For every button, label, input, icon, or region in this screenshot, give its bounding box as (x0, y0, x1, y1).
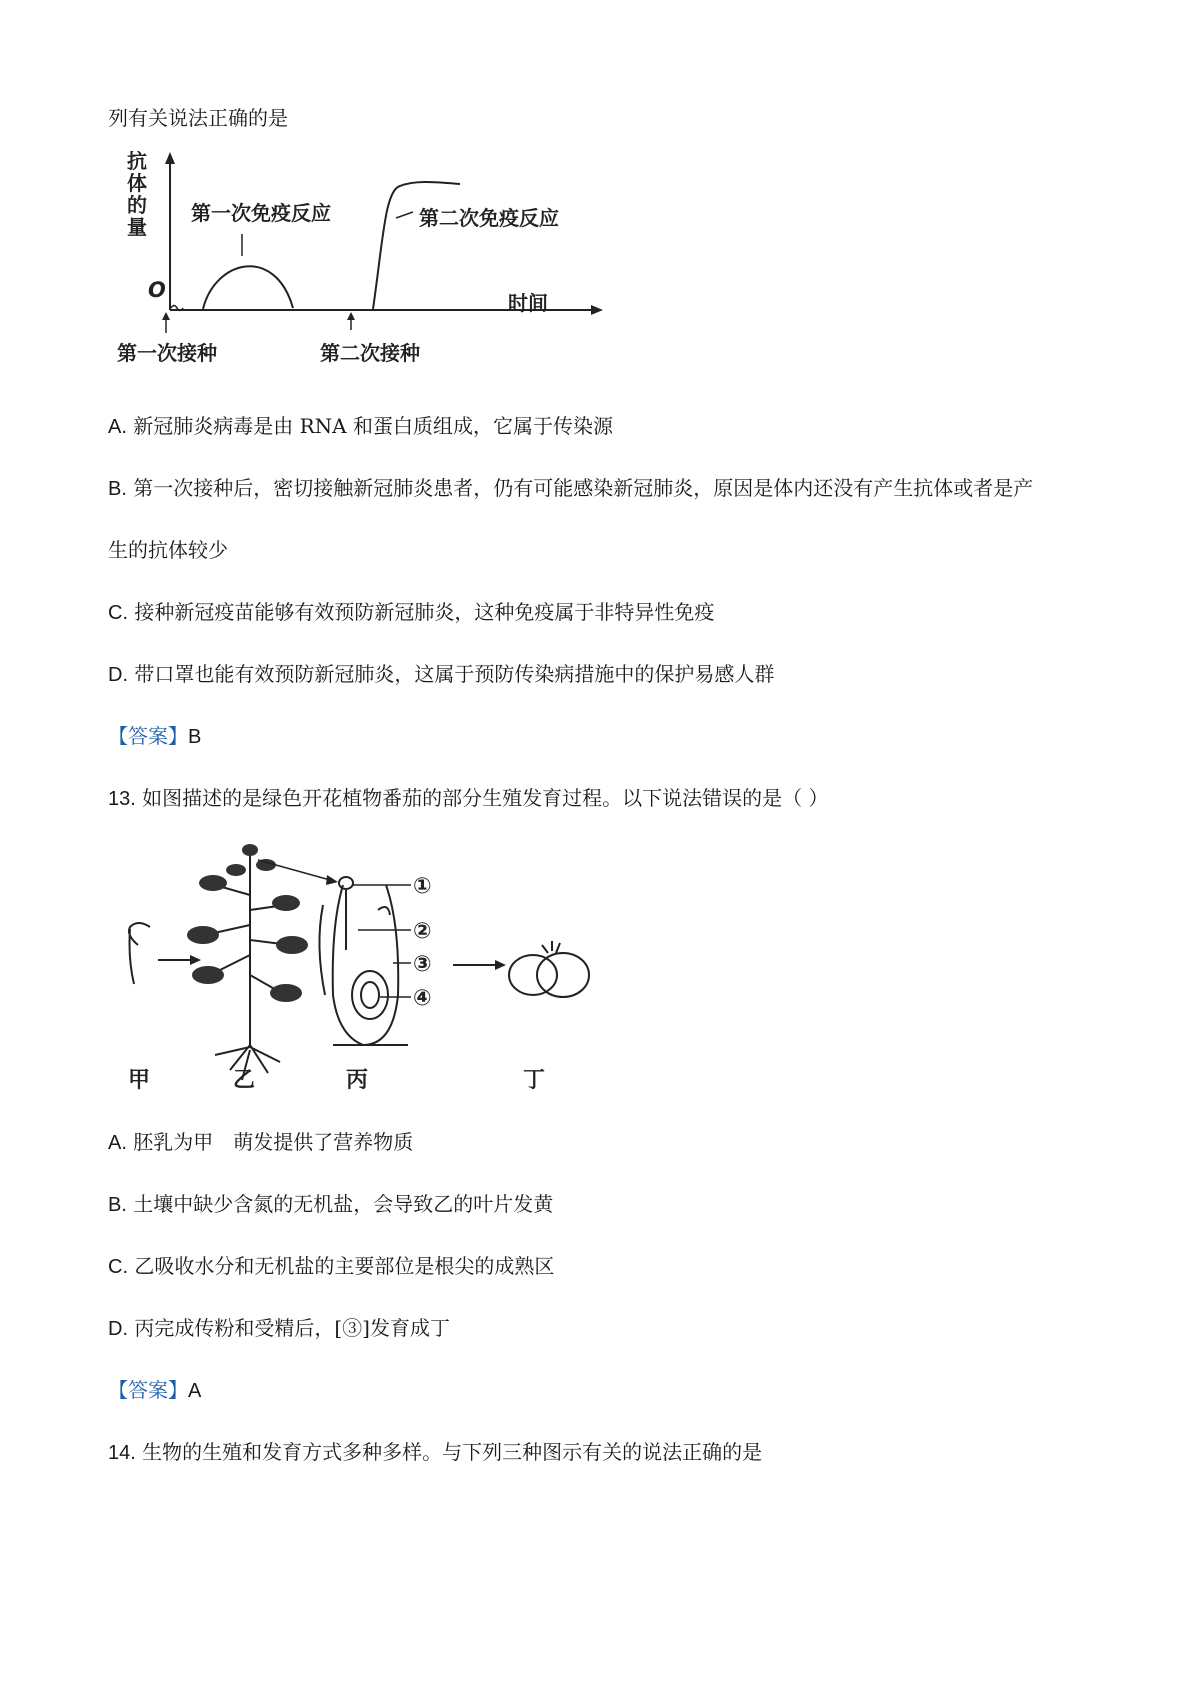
option-text: 新冠肺炎病毒是由 RNA 和蛋白质组成，它属于传染源 (133, 414, 613, 438)
option-letter: B. (108, 1194, 127, 1216)
q13-stem (108, 784, 829, 813)
x-axis-label: 时间 (508, 291, 548, 315)
tomato-fruits (509, 941, 589, 997)
option-letter: A. (108, 1132, 127, 1154)
label-yi: 乙 (233, 1068, 256, 1093)
q12-option-a (108, 412, 613, 441)
marker-2: ② (413, 919, 432, 944)
q13-option-b (108, 1190, 553, 1219)
option-letter: C. (108, 602, 128, 624)
antibody-response-figure (115, 150, 615, 375)
q12-option-b (108, 474, 1033, 503)
question-number: 13. (108, 788, 136, 810)
origin-label: O (148, 278, 166, 302)
y-axis-arrow (165, 152, 175, 164)
option-text: 丙完成传粉和受精后，[③]发育成丁 (134, 1316, 450, 1340)
q14-stem (108, 1438, 762, 1467)
x-axis-arrow (591, 305, 603, 315)
first-response-label: 第一次免疫反应 (191, 201, 331, 225)
answer-value: B (188, 726, 202, 748)
second-injection-label: 第二次接种 (320, 341, 420, 365)
tomato-reproduction-figure (108, 835, 618, 1095)
marker-1: ① (413, 874, 432, 899)
seed-sprout (129, 923, 150, 984)
q12-stem-tail: 列有关说法正确的是 (108, 106, 288, 130)
option-letter: A. (108, 416, 127, 438)
question-number: 14. (108, 1442, 136, 1464)
option-letter: D. (108, 1318, 128, 1340)
label-bing: 丙 (346, 1068, 369, 1093)
q13-option-c (108, 1252, 554, 1281)
option-letter: B. (108, 478, 127, 500)
marker-4: ④ (413, 986, 432, 1011)
q12-option-d (108, 660, 774, 689)
q13-answer (108, 1376, 201, 1405)
answer-value: A (188, 1380, 202, 1402)
second-response-curve (373, 182, 460, 309)
option-text: 接种新冠疫苗能够有效预防新冠肺炎，这种免疫属于非特异性免疫 (134, 600, 715, 624)
label-jia: 甲 (128, 1068, 151, 1093)
option-text: 乙吸收水分和无机盐的主要部位是根尖的成熟区 (134, 1254, 555, 1278)
option-text: 胚乳为甲 萌发提供了营养物质 (133, 1130, 414, 1154)
first-response-curve (203, 266, 293, 309)
label-ding: 丁 (523, 1068, 546, 1093)
option-letter: C. (108, 1256, 128, 1278)
q13-option-a (108, 1128, 413, 1157)
q12-option-c (108, 598, 714, 627)
marker-3: ③ (413, 952, 432, 977)
question-text: 生物的生殖和发育方式多种多样。与下列三种图示有关的说法正确的是 (142, 1440, 763, 1464)
q12-option-b-continued: 生的抗体较少 (108, 538, 228, 562)
y-axis-label: 抗体的量 (127, 150, 147, 239)
option-text: 带口罩也能有效预防新冠肺炎，这属于预防传染病措施中的保护易感人群 (134, 662, 775, 686)
pistil-diagram (319, 877, 408, 1045)
question-text: 如图描述的是绿色开花植物番茄的部分生殖发育过程。以下说法错误的是（ ） (142, 786, 829, 810)
q12-answer (108, 722, 201, 751)
option-letter: D. (108, 664, 128, 686)
answer-tag: 【答案】 (108, 724, 188, 748)
option-text: 土壤中缺少含氮的无机盐，会导致乙的叶片发黄 (133, 1192, 554, 1216)
plant-leaves (187, 844, 308, 1002)
answer-tag: 【答案】 (108, 1378, 188, 1402)
second-response-pointer (396, 212, 413, 218)
q13-option-d (108, 1314, 450, 1343)
first-injection-label: 第一次接种 (117, 341, 217, 365)
second-response-label: 第二次免疫反应 (419, 206, 559, 230)
option-text: 第一次接种后，密切接触新冠肺炎患者，仍有可能感染新冠肺炎，原因是体内还没有产生抗体或者是产 (133, 476, 1034, 500)
